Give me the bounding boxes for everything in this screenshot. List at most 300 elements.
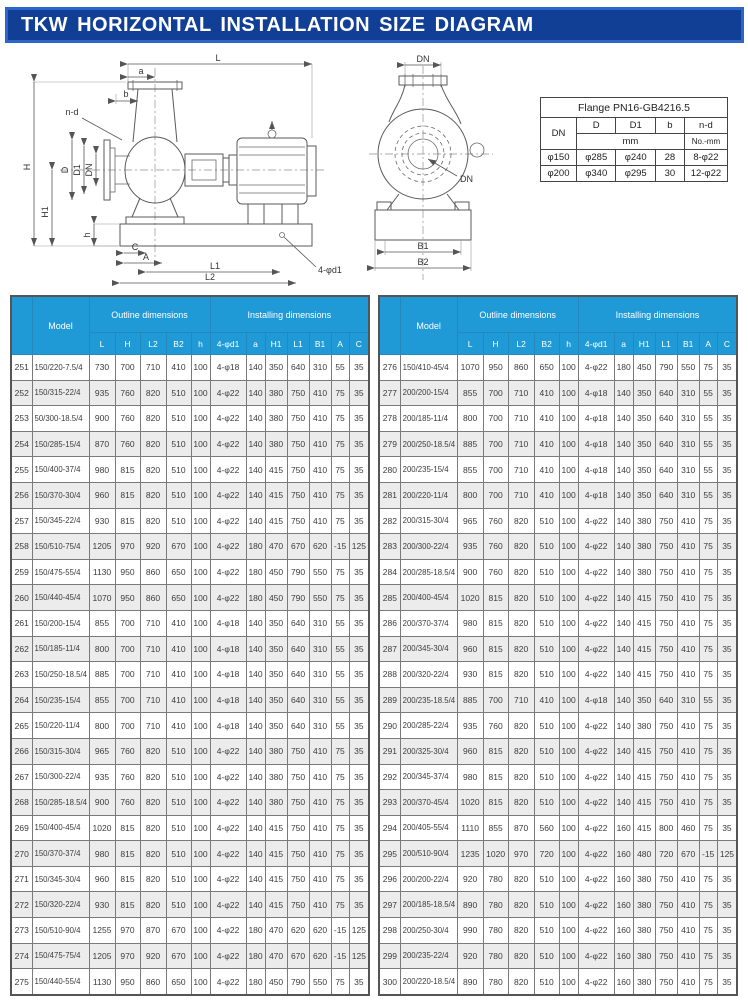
table-row (379, 585, 737, 611)
value-cell: 35 (717, 687, 737, 713)
col-4-phi-d1: 4-φd1 (578, 333, 614, 355)
value-cell: 415 (633, 636, 655, 662)
value-cell: 380 (265, 764, 287, 790)
value-cell: 980 (457, 764, 483, 790)
value-cell: 35 (349, 713, 369, 739)
model-cell: 200/405-55/4 (400, 815, 457, 841)
value-cell: 35 (717, 918, 737, 944)
value-cell: 950 (115, 585, 140, 611)
value-cell: 920 (457, 943, 483, 969)
value-cell: 820 (140, 457, 166, 483)
row-number-cell: 261 (11, 610, 32, 636)
value-cell: 510 (534, 636, 559, 662)
col-a: a (614, 333, 633, 355)
row-number-cell: 266 (11, 738, 32, 764)
model-cell: 150/400-37/4 (32, 457, 89, 483)
value-cell: 100 (559, 610, 578, 636)
row-number-cell: 286 (379, 610, 400, 636)
model-cell: 200/185-11/4 (400, 406, 457, 432)
model-cell: 150/220-11/4 (32, 713, 89, 739)
row-number-cell: 298 (379, 918, 400, 944)
table-row (379, 508, 737, 534)
value-cell: 820 (140, 431, 166, 457)
value-cell: 750 (287, 431, 309, 457)
value-cell: 410 (309, 738, 331, 764)
value-cell: 1110 (457, 815, 483, 841)
value-cell: 820 (140, 482, 166, 508)
table-row (11, 943, 369, 969)
value-cell: 160 (614, 841, 633, 867)
value-cell: 140 (614, 431, 633, 457)
value-cell: 415 (265, 892, 287, 918)
col-h: h (191, 333, 210, 355)
value-cell: 650 (166, 559, 191, 585)
value-cell: 35 (717, 559, 737, 585)
value-cell: 350 (633, 687, 655, 713)
dim-label-DN-top: DN (416, 54, 430, 64)
value-cell: 640 (287, 662, 309, 688)
value-cell: 35 (717, 866, 737, 892)
value-cell: 820 (140, 815, 166, 841)
value-cell: 800 (89, 713, 115, 739)
value-cell: 55 (699, 457, 717, 483)
value-cell: 415 (265, 457, 287, 483)
value-cell: 350 (633, 406, 655, 432)
value-cell: 760 (115, 380, 140, 406)
value-cell: 410 (677, 534, 699, 560)
value-cell: 140 (614, 585, 633, 611)
value-cell: 100 (191, 841, 210, 867)
value-cell: 760 (115, 431, 140, 457)
value-cell: 160 (614, 943, 633, 969)
value-cell: 815 (115, 482, 140, 508)
value-cell: 310 (677, 482, 699, 508)
value-cell: 670 (677, 841, 699, 867)
value-cell: 140 (246, 790, 265, 816)
model-cell: 200/220-18.5/4 (400, 969, 457, 995)
model-cell: 150/285-15/4 (32, 431, 89, 457)
value-cell: 750 (287, 764, 309, 790)
value-cell: 815 (483, 790, 508, 816)
value-cell: 1020 (483, 841, 508, 867)
value-cell: 1205 (89, 943, 115, 969)
value-cell: 100 (191, 969, 210, 995)
value-cell: 4-φ22 (578, 534, 614, 560)
value-cell: 4-φ22 (210, 764, 246, 790)
value-cell: 815 (115, 457, 140, 483)
value-cell: 350 (633, 457, 655, 483)
value-cell: 1205 (89, 534, 115, 560)
table-row (379, 482, 737, 508)
value-cell: 510 (534, 866, 559, 892)
value-cell: 1020 (457, 790, 483, 816)
value-cell: 780 (483, 918, 508, 944)
table-row (11, 380, 369, 406)
value-cell: 640 (655, 457, 677, 483)
value-cell: 960 (457, 636, 483, 662)
value-cell: 670 (166, 943, 191, 969)
flange-col-dn: DN (541, 118, 577, 150)
value-cell: 860 (140, 969, 166, 995)
model-cell: 200/300-22/4 (400, 534, 457, 560)
value-cell: 4-φ22 (210, 457, 246, 483)
flange-value-cell: φ340 (576, 166, 615, 182)
value-cell: 700 (115, 610, 140, 636)
row-number-cell: 275 (11, 969, 32, 995)
value-cell: 510 (166, 508, 191, 534)
value-cell: 700 (483, 687, 508, 713)
value-cell: 75 (699, 636, 717, 662)
value-cell: 885 (457, 431, 483, 457)
table-row (11, 815, 369, 841)
value-cell: 720 (655, 841, 677, 867)
value-cell: 4-φ18 (578, 687, 614, 713)
value-cell: 35 (349, 662, 369, 688)
col-B2: B2 (166, 333, 191, 355)
model-header: Model (32, 296, 89, 355)
value-cell: 380 (265, 406, 287, 432)
value-cell: 125 (349, 918, 369, 944)
value-cell: 920 (457, 866, 483, 892)
value-cell: 410 (677, 764, 699, 790)
value-cell: 640 (655, 406, 677, 432)
value-cell: 510 (166, 866, 191, 892)
value-cell: 75 (331, 431, 349, 457)
row-number-cell: 299 (379, 943, 400, 969)
value-cell: 815 (483, 636, 508, 662)
value-cell: 75 (699, 585, 717, 611)
value-cell: 100 (559, 866, 578, 892)
value-cell: 550 (677, 355, 699, 381)
value-cell: 965 (89, 738, 115, 764)
value-cell: 450 (265, 969, 287, 995)
value-cell: 140 (246, 662, 265, 688)
value-cell: 140 (246, 738, 265, 764)
value-cell: 55 (699, 431, 717, 457)
value-cell: 410 (677, 790, 699, 816)
value-cell: 620 (287, 918, 309, 944)
value-cell: 510 (534, 713, 559, 739)
row-number-cell: 258 (11, 534, 32, 560)
value-cell: 410 (309, 815, 331, 841)
value-cell: 140 (246, 457, 265, 483)
value-cell: 700 (115, 713, 140, 739)
model-cell: 150/200-15/4 (32, 610, 89, 636)
page-title: TKW HORIZONTAL INSTALLATION SIZE DIAGRAM (21, 13, 534, 36)
value-cell: 35 (717, 713, 737, 739)
value-cell: 970 (115, 918, 140, 944)
value-cell: 410 (677, 918, 699, 944)
value-cell: 140 (246, 406, 265, 432)
value-cell: 4-φ22 (210, 406, 246, 432)
col-L: L (457, 333, 483, 355)
value-cell: 950 (115, 969, 140, 995)
value-cell: 510 (534, 559, 559, 585)
installing-group-header: Installing dimensions (210, 296, 369, 333)
table-row (379, 738, 737, 764)
value-cell: 310 (309, 713, 331, 739)
row-number-cell: 262 (11, 636, 32, 662)
value-cell: 310 (677, 406, 699, 432)
value-cell: 140 (246, 866, 265, 892)
value-cell: 510 (166, 815, 191, 841)
value-cell: 935 (457, 713, 483, 739)
value-cell: 820 (508, 790, 534, 816)
value-cell: 550 (309, 585, 331, 611)
value-cell: 960 (457, 738, 483, 764)
col-H: H (115, 333, 140, 355)
value-cell: 140 (246, 431, 265, 457)
value-cell: 4-φ18 (210, 610, 246, 636)
table-row (11, 790, 369, 816)
value-cell: 35 (717, 969, 737, 995)
value-cell: 820 (140, 406, 166, 432)
value-cell: 35 (717, 738, 737, 764)
table-row (11, 457, 369, 483)
value-cell: 510 (166, 764, 191, 790)
value-cell: 160 (614, 866, 633, 892)
value-cell: 140 (614, 738, 633, 764)
model-cell: 150/475-55/4 (32, 559, 89, 585)
model-cell: 150/370-30/4 (32, 482, 89, 508)
value-cell: 750 (655, 738, 677, 764)
model-cell: 150/510-90/4 (32, 918, 89, 944)
value-cell: 700 (483, 457, 508, 483)
model-cell: 200/320-22/4 (400, 662, 457, 688)
value-cell: 935 (89, 380, 115, 406)
value-cell: 415 (633, 815, 655, 841)
row-number-cell: 259 (11, 559, 32, 585)
model-cell: 200/235-22/4 (400, 943, 457, 969)
value-cell: 750 (287, 841, 309, 867)
value-cell: 750 (655, 943, 677, 969)
value-cell: 35 (717, 482, 737, 508)
table-row (11, 610, 369, 636)
flange-value-cell: φ150 (541, 150, 577, 166)
value-cell: 410 (309, 508, 331, 534)
value-cell: 4-φ18 (578, 482, 614, 508)
value-cell: 700 (115, 662, 140, 688)
value-cell: 510 (534, 969, 559, 995)
value-cell: 710 (508, 406, 534, 432)
value-cell: 100 (191, 508, 210, 534)
table-row (11, 534, 369, 560)
flange-unit-nd: No.-mm (684, 134, 727, 150)
value-cell: -15 (331, 918, 349, 944)
value-cell: 790 (655, 355, 677, 381)
value-cell: 1020 (457, 585, 483, 611)
value-cell: 35 (349, 585, 369, 611)
row-number-cell: 294 (379, 815, 400, 841)
model-cell: 150/220-7.5/4 (32, 355, 89, 381)
value-cell: 815 (483, 662, 508, 688)
model-cell: 200/400-45/4 (400, 585, 457, 611)
value-cell: 4-φ22 (578, 892, 614, 918)
value-cell: 100 (559, 482, 578, 508)
value-cell: 100 (191, 866, 210, 892)
value-cell: 100 (559, 687, 578, 713)
value-cell: 410 (309, 482, 331, 508)
value-cell: 140 (614, 534, 633, 560)
value-cell: 640 (655, 380, 677, 406)
value-cell: 815 (115, 841, 140, 867)
dim-label-bolt: 4-φd1 (318, 265, 342, 275)
value-cell: 700 (483, 431, 508, 457)
row-number-cell: 287 (379, 636, 400, 662)
row-number-cell: 251 (11, 355, 32, 381)
value-cell: 140 (614, 457, 633, 483)
table-row (379, 380, 737, 406)
col-h: h (559, 333, 578, 355)
value-cell: 410 (677, 610, 699, 636)
row-number-cell: 268 (11, 790, 32, 816)
value-cell: 35 (349, 764, 369, 790)
col-H: H (483, 333, 508, 355)
value-cell: 4-φ22 (578, 866, 614, 892)
row-number-cell: 272 (11, 892, 32, 918)
value-cell: 815 (483, 585, 508, 611)
value-cell: 510 (534, 662, 559, 688)
flange-value-cell: φ295 (616, 166, 655, 182)
value-cell: 710 (508, 457, 534, 483)
value-cell: 310 (677, 380, 699, 406)
value-cell: 35 (717, 662, 737, 688)
value-cell: 710 (508, 687, 534, 713)
value-cell: 100 (191, 610, 210, 636)
model-cell: 150/315-30/4 (32, 738, 89, 764)
value-cell: 4-φ22 (578, 790, 614, 816)
value-cell: 35 (349, 815, 369, 841)
value-cell: 750 (655, 790, 677, 816)
value-cell: 310 (309, 355, 331, 381)
value-cell: 750 (655, 866, 677, 892)
row-number-cell: 254 (11, 431, 32, 457)
value-cell: 815 (483, 764, 508, 790)
value-cell: 780 (483, 866, 508, 892)
row-number-cell: 265 (11, 713, 32, 739)
model-cell: 150/185-11/4 (32, 636, 89, 662)
value-cell: 140 (246, 636, 265, 662)
value-cell: 35 (717, 508, 737, 534)
value-cell: 700 (115, 636, 140, 662)
value-cell: 410 (677, 892, 699, 918)
table-row (11, 969, 369, 995)
value-cell: 4-φ22 (578, 764, 614, 790)
value-cell: 140 (614, 406, 633, 432)
value-cell: 75 (331, 585, 349, 611)
table-row (379, 969, 737, 995)
value-cell: 100 (191, 559, 210, 585)
value-cell: 750 (655, 534, 677, 560)
value-cell: 410 (309, 380, 331, 406)
model-cell: 150/410-45/4 (400, 355, 457, 381)
table-row (11, 841, 369, 867)
value-cell: 450 (633, 355, 655, 381)
value-cell: 350 (265, 355, 287, 381)
value-cell: 950 (483, 355, 508, 381)
flange-value-cell: 12-φ22 (684, 166, 727, 182)
value-cell: 970 (115, 943, 140, 969)
value-cell: 410 (677, 585, 699, 611)
value-cell: 140 (246, 508, 265, 534)
value-cell: 935 (457, 534, 483, 560)
value-cell: 860 (140, 585, 166, 611)
value-cell: 900 (89, 790, 115, 816)
value-cell: 380 (265, 380, 287, 406)
value-cell: 750 (655, 559, 677, 585)
value-cell: 75 (331, 406, 349, 432)
value-cell: 55 (331, 636, 349, 662)
value-cell: 35 (349, 482, 369, 508)
value-cell: 470 (265, 918, 287, 944)
model-cell: 150/440-45/4 (32, 585, 89, 611)
value-cell: 4-φ22 (578, 636, 614, 662)
value-cell: 620 (309, 918, 331, 944)
row-number-cell: 257 (11, 508, 32, 534)
value-cell: 900 (89, 406, 115, 432)
value-cell: 620 (309, 943, 331, 969)
value-cell: 410 (309, 866, 331, 892)
value-cell: 100 (191, 534, 210, 560)
dim-label-b: b (123, 89, 129, 99)
value-cell: 380 (633, 508, 655, 534)
value-cell: 650 (166, 585, 191, 611)
row-number-cell: 288 (379, 662, 400, 688)
table-row (379, 841, 737, 867)
value-cell: 980 (457, 610, 483, 636)
value-cell: 760 (483, 534, 508, 560)
value-cell: 350 (265, 610, 287, 636)
value-cell: 820 (140, 738, 166, 764)
value-cell: 1255 (89, 918, 115, 944)
value-cell: 710 (508, 431, 534, 457)
value-cell: 100 (559, 738, 578, 764)
flange-unit-mm: mm (576, 134, 684, 150)
value-cell: 410 (677, 636, 699, 662)
row-number-cell: 289 (379, 687, 400, 713)
value-cell: 100 (559, 892, 578, 918)
value-cell: 410 (534, 687, 559, 713)
value-cell: 820 (508, 943, 534, 969)
value-cell: 670 (287, 943, 309, 969)
value-cell: 310 (309, 610, 331, 636)
col-L1: L1 (287, 333, 309, 355)
value-cell: 1070 (89, 585, 115, 611)
value-cell: 510 (534, 892, 559, 918)
col-A: A (699, 333, 717, 355)
value-cell: 75 (699, 790, 717, 816)
value-cell: 700 (115, 355, 140, 381)
table-row (379, 636, 737, 662)
col-H1: H1 (633, 333, 655, 355)
value-cell: 100 (191, 892, 210, 918)
flange-table-title: Flange PN16-GB4216.5 (541, 98, 728, 118)
value-cell: 4-φ22 (578, 815, 614, 841)
value-cell: 710 (508, 482, 534, 508)
model-cell: 150/345-22/4 (32, 508, 89, 534)
value-cell: 100 (559, 559, 578, 585)
value-cell: 750 (655, 892, 677, 918)
value-cell: 140 (246, 815, 265, 841)
table-row (11, 866, 369, 892)
value-cell: 75 (331, 559, 349, 585)
value-cell: 125 (717, 841, 737, 867)
value-cell: 140 (246, 380, 265, 406)
table-row (379, 687, 737, 713)
flange-value-cell: 8-φ22 (684, 150, 727, 166)
col-L1: L1 (655, 333, 677, 355)
col-B1: B1 (677, 333, 699, 355)
